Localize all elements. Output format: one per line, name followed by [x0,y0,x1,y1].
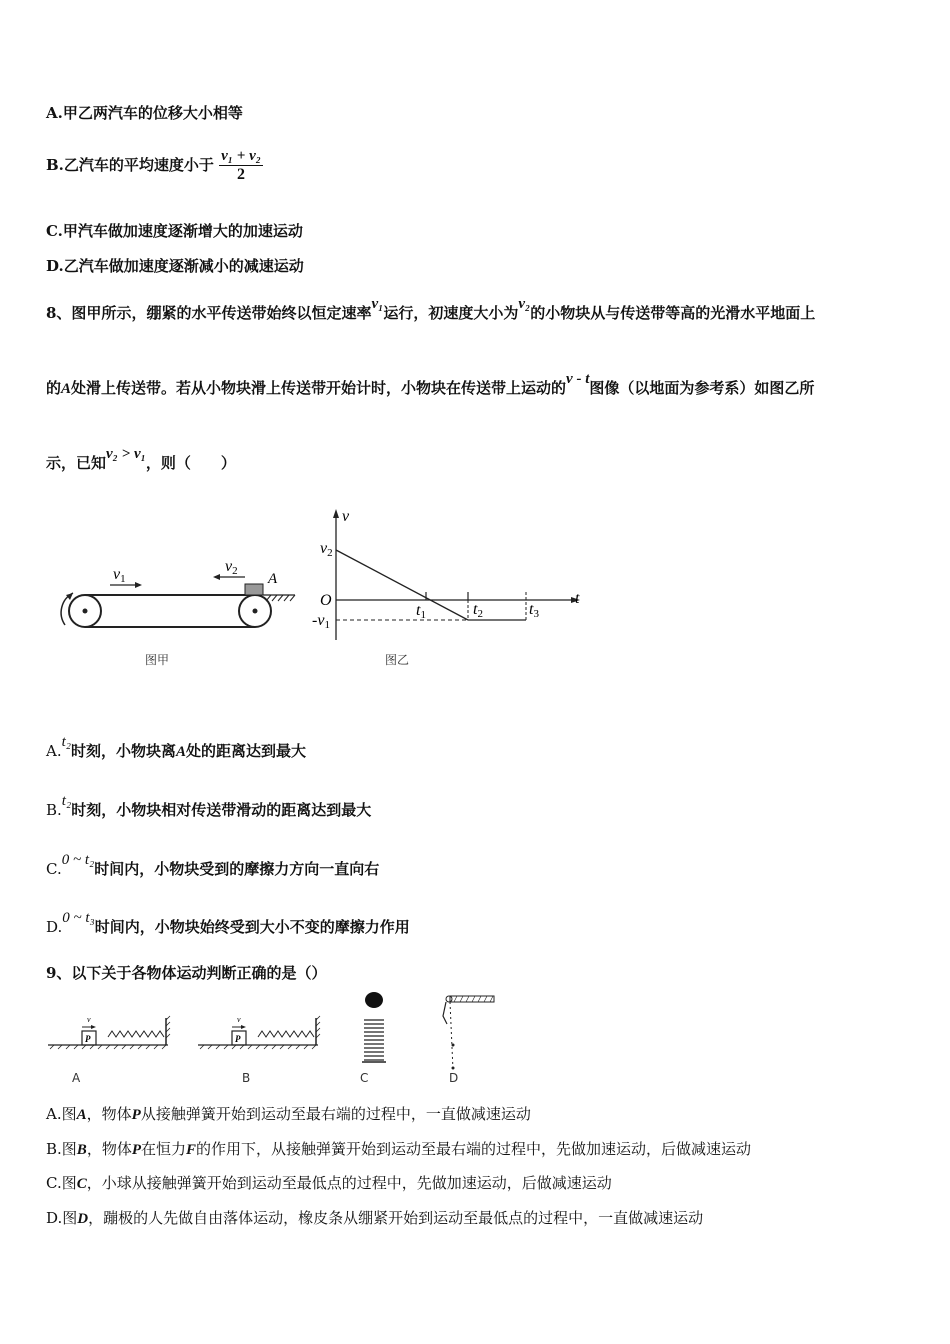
q7-option-a: A.甲乙两汽车的位移大小相等 [46,104,243,122]
axis-t-label: t [575,590,580,607]
fig-label-b: B [242,1071,251,1085]
option-text: 从接触弹簧开始到运动至最右端的过程中，一直做减速运动 [140,1105,531,1123]
vt-graph [312,508,580,667]
q8-l1b: 运行，初速度大小为 [383,304,519,322]
fraction-denominator: 2 [237,166,246,183]
q8-l2a: 的 [46,379,62,397]
t1-label: t1 [416,602,426,621]
velocity-label: v [87,1015,91,1024]
q8-option-c [46,852,380,879]
q8-figures [40,505,600,675]
q8-l2c: 处滑上传送带。若从小物块滑上传送带开始计时，小物块在传送带上运动的 [71,379,567,397]
q9-option-b [46,1138,751,1159]
q8-option-a [46,734,307,761]
option-text: ，物体 [86,1140,132,1158]
option-text: C.图 [46,1174,77,1192]
velocity-label: v [237,1015,241,1024]
q8-stem-line2 [46,371,815,398]
v-axis-arrow-icon [333,509,339,518]
option-bold: P [131,1142,141,1158]
q7-option-b-text: B.乙汽车的平均速度小于 [46,156,214,174]
q9-figure-a [48,1015,170,1049]
block-p-label: P [235,1034,241,1044]
block-a-label: A [268,571,278,587]
option-prefix: A. [46,742,62,760]
axis-v-label: v [342,508,350,525]
option-bold: B [76,1142,87,1158]
symbol-v1: v₁ [371,296,384,312]
q9-figure-c [362,992,386,1062]
symbol-v2: v₂ [518,296,531,312]
spring-icon [258,1031,314,1037]
fig-label-a: A [72,1071,81,1085]
q8-option-d [46,910,410,937]
fraction-numerator: v₁ + v₂ [221,148,261,164]
q8-l2d: 图像（以地面为参考系）如图乙所 [589,379,815,397]
v2-arrow-head-icon [213,574,220,580]
origin-label: O [320,592,332,609]
symbol-inequality: v₂ > v₁ [106,446,146,462]
q8-l1a: 8、图甲所示，绷紧的水平传送带始终以恒定速率 [46,304,372,322]
q8-l1c: 的小物块从与传送带等高的光滑水平地面上 [530,304,816,322]
t3-label: t3 [529,601,539,620]
symbol-t2: t₂ [61,793,72,809]
jumper-icon [443,1002,447,1024]
option-text: A.图 [46,1105,77,1123]
q9-figure-b [198,1015,320,1049]
right-pulley-axle [253,609,258,614]
option-text: ，物体 [86,1105,132,1123]
option-bold: A [176,744,187,760]
belt-v1-label: v1 [113,566,126,585]
v1-arrow-head-icon [135,582,142,588]
caption-figure-jia: 图甲 [145,653,170,667]
option-prefix: B. [46,801,62,819]
q7-option-b [46,148,263,184]
vertical-spring-icon [364,1020,384,1060]
q9-figure-d [443,996,494,1070]
symbol-0-t3: 0 ~ t₃ [62,910,95,926]
belt-figure [61,558,295,667]
q7-option-c: C.甲汽车做加速度逐渐增大的加速运动 [46,222,303,240]
graph-line-decel [336,550,468,620]
option-prefix: C. [46,860,62,878]
q8-l3b: ，则（ ） [145,454,236,472]
option-bold: A [76,1107,87,1123]
q9-figures [44,990,504,1090]
q8-l3a: 示，已知 [46,454,107,472]
bungee-cord [450,1002,453,1070]
q9-option-a [46,1103,531,1124]
option-bold: F [186,1142,197,1158]
ball [365,992,383,1008]
option-bold: C [76,1176,87,1192]
ground-hatch [266,595,295,601]
belt-v2-label: v2 [225,558,238,577]
left-pulley-axle [83,609,88,614]
option-text: ，蹦极的人先做自由落体运动，橡皮条从绷紧开始到运动至最低点的过程中，一直做减速运动 [88,1209,704,1227]
option-text: 时间内，小物块受到的摩擦力方向一直向右 [94,860,380,878]
option-text: 的作用下，从接触弹簧开始到运动至最右端的过程中，先做加速运动，后做减速运动 [196,1140,752,1158]
option-text: 处的距离达到最大 [186,742,307,760]
caption-figure-yi: 图乙 [385,653,410,667]
block-p-label: P [85,1034,91,1044]
symbol-0-t2: 0 ~ t₂ [61,852,95,868]
q8-option-b [46,793,372,820]
option-text: 时刻，小物块离 [71,742,177,760]
option-bold: D [77,1211,89,1227]
q8-l2b: A [61,381,72,397]
q8-stem-line1 [46,296,816,323]
q9-option-d [46,1207,703,1228]
option-text: 在恒力 [141,1140,187,1158]
q7-option-d: D.乙汽车做加速度逐渐减小的减速运动 [46,257,304,275]
option-text: D.图 [46,1209,78,1227]
option-text: ，小球从接触弹簧开始到运动至最低点的过程中，先做加速运动，后做减速运动 [86,1174,612,1192]
tick-v2-label: v2 [320,540,333,559]
t2-label: t2 [473,601,483,620]
option-text: 时刻，小物块相对传送带滑动的距离达到最大 [71,801,372,819]
block-a [245,584,263,595]
tick-minus-v1-label: -v1 [312,612,330,631]
fig-label-d: D [449,1071,459,1085]
q8-stem-line3 [46,446,236,473]
spring-icon [108,1031,164,1037]
symbol-t2: t₂ [61,734,71,750]
fig-label-c: C [360,1071,369,1085]
symbol-vt: v - t [566,371,590,387]
option-bold: P [131,1107,141,1123]
q7-option-b-fraction [219,148,263,184]
option-prefix: D. [46,918,63,936]
option-text: B.图 [46,1140,77,1158]
q9-stem: 9、以下关于各物体运动判断正确的是（） [46,964,327,982]
q9-option-c [46,1172,612,1193]
option-text: 时间内，小物块始终受到大小不变的摩擦力作用 [94,918,410,936]
